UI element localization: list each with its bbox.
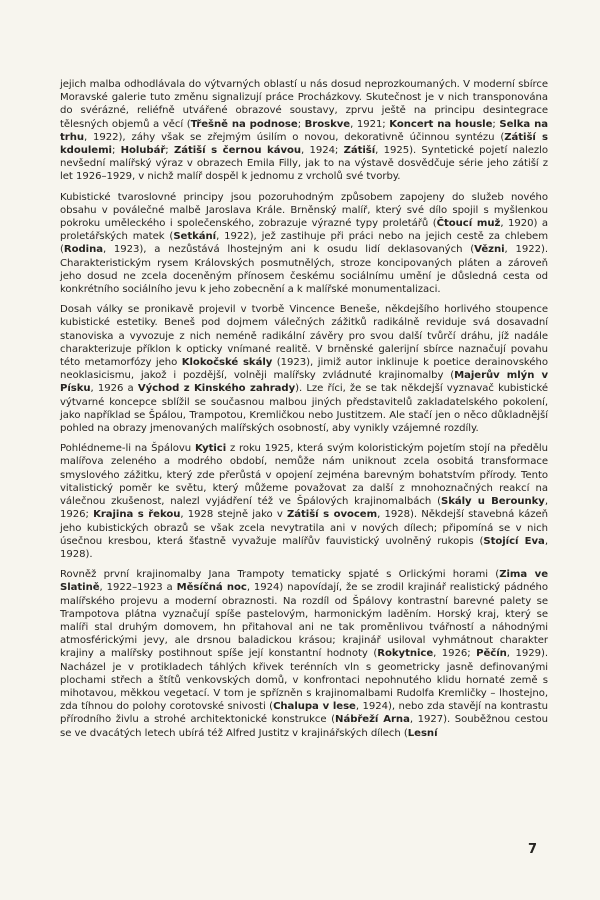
artwork-title: Zima ve Slatině [60, 569, 549, 594]
artwork-title: Krajina s řekou [93, 509, 181, 521]
text-run: , 1926; [60, 496, 548, 521]
text-run: , 1925). Syntetické pojetí nalezlo nevšední malířský výraz v obrazech Emila Filly, jak to na výstavě dosvědčuje série jeho zátiší z let 1926–1929, v nichž malíř dospěl k jednomu z vrcholů své tvorby. [60, 145, 549, 183]
artwork-title: Vězni [474, 244, 505, 256]
text-run: ; [297, 118, 305, 130]
text-column [60, 78, 548, 747]
text-run: , 1924), nebo zda stavějí na kontrastu přírodního živlu a strohé architektonické konstrukce ( [60, 701, 548, 726]
text-run: Kubistické tvaroslovné principy jsou pozoruhodným způsobem zapojeny do služeb nového obsahu v poválečné malbě Jaroslava Krále. Brněnský malíř, který své dílo spojil s myšlenkou pokroku uměleckého i společenského, zobrazuje výrazné typy proletářů ( [60, 191, 548, 230]
text-run: , 1922), jež zastihuje při práci nebo na jejich cestě za chlebem ( [60, 231, 548, 256]
text-run: , 1922), záhy však se zřejmým úsilím o novou, dekorativně účinnou syntézu ( [83, 131, 505, 143]
artwork-title: Zátiší s černou kávou [173, 145, 302, 157]
paragraph [60, 442, 548, 561]
artwork-title: Zátiší [343, 145, 376, 157]
paragraph [60, 568, 548, 740]
text-run: jejich malba odhodlávala do výtvarných oblastí u nás dosud neprozkoumaných. V moderní sbírce Moravské galerie tuto změnu signalizují práce Procházkovy. Skutečnost je v nich transponována do svérázné, reliéfně utvářené obrazové soustavy, zprvu ještě na principu desintegrace tělesných objemů a věcí ( [60, 79, 548, 130]
artwork-title: Zátiší s kdoulemi [60, 131, 548, 157]
artwork-title: Klokočské skály [181, 357, 273, 369]
artwork-title: Rodina [63, 244, 103, 256]
text-run: , 1924; [301, 145, 344, 157]
artwork-title: Koncert na housle [389, 118, 493, 130]
text-run: , 1929). Nacházel je v protikladech táhlých křivek terénních vln s geometricky jasně definovanými plochami střech a štítů venkovských domů, v konfrontaci nepohnutého klidu hornaté země s mihotavou, měkkou vegetací. V tom je spřízněn s krajinomalbami Rudolfa Kremličky – lhostejno, zda tíhnou do polohy corotovské snivosti ( [60, 648, 548, 713]
artwork-title: Kytici [194, 443, 227, 455]
text-run: , 1923), a nezůstává lhostejným ani k osudu lidí deklasovaných ( [102, 244, 475, 256]
artwork-title: Zátiší s ovocem [287, 509, 378, 521]
artwork-title: Holubář [120, 145, 166, 157]
page-number: 7 [528, 842, 538, 857]
text-run: , 1928). [60, 535, 548, 560]
artwork-title: Nábřeží Arna [335, 714, 410, 726]
text-run: , 1928). Někdejší stavebná kázeň jeho kubistických obrazů se však zcela nevytratila ani v nových dílech; připomíná se v nich úsečnou kresbou, která šťastně vyvažuje malířův fauvistický uvolněný rukopis ( [60, 509, 548, 547]
text-run: ). Lze říci, že se tak někdejší vyznavač kubistické výtvarné koncepce sblížil se současnou malbou jiných představitelů zakladatelského pokolení, jako například se Špálou, Trampotou, Kremličkou nebo Justitzem. Ale stačí jen o něco důkladnější pohled na obrazy jmenovaných malířských osobností, aby vynikly vzájemné rozdíly. [60, 383, 548, 435]
text-run: (1923), jimiž autor inklinuje k poetice derainovského neoklasicismu, jakož i pozdější, volněji malířsky zvládnuté krajinomalby ( [60, 357, 548, 382]
paragraph [60, 78, 548, 184]
artwork-title: Setkání [173, 231, 217, 243]
paragraph [60, 191, 548, 297]
text-run: , 1926 a [90, 383, 138, 395]
text-run: Rovněž první krajinomalby Jana Trampoty tematicky spjaté s Orlickými horami ( [60, 569, 500, 581]
artwork-title: Rokytnice [377, 648, 434, 660]
artwork-title: Třešně na podnose [190, 118, 298, 130]
text-run: Pohlédneme-li na Špálovu [60, 443, 195, 455]
text-run: ; [492, 118, 500, 130]
artwork-title: Majerův mlýn v Písku [60, 370, 549, 395]
text-run: , 1928 stejně jako v [180, 509, 287, 521]
artwork-title: Stojící Eva [483, 535, 545, 547]
artwork-title: Chalupa v lese [273, 701, 356, 713]
text-run: Dosah války se pronikavě projevil v tvorbě Vincence Beneše, někdejšího horlivého stoupence kubistické estetiky. Beneš pod dojmem válečných zážitků radikálně reviduje svá dosavadní stanoviska a vyvozuje z nich neméně radikální závěry pro svou další tvůrčí dráhu, jíž nadále charakterizuje příklon k opticky vnímané realitě. V brněnské galerijní sbírce naznačují povahu této metamorfózy jeho [60, 304, 548, 369]
text-run: ; [165, 145, 174, 157]
artwork-title: Měsíčná noc [176, 582, 247, 594]
text-run: , 1924) napovídají, že se zrodil krajinář realistický pádného malířského projevu a moderní obraznosti. Na rozdíl od Špálovy kontrastní barevné palety se Trampotova plátna vyznačují spíše pastelovým, harmonickým laděním. Horský kraj, který se malíři stal druhým domovem, hn přitahoval ani ne tak proměnlivou tvářností a náhodnými atmosférickými jevy, ale drsnou baladickou krásou; krajinář usiloval vyhmátnout charakter krajiny a malířsky postihnout spíše její konstantní hodnoty ( [60, 582, 548, 660]
text-run: ; [111, 145, 121, 157]
artwork-title: Skály u Berounky [440, 496, 545, 508]
text-run: , 1922). Charakteristickým rysem Královských posmutnělých, stroze koncipovaných pláten a zároveň jeho dosud ne zcela doceněným přínosem českému sociálnímu umění je důsledná cesta od konkrétního sociálního jevu k jeho zobecnění a k malířské monumentalizaci. [60, 244, 549, 296]
artwork-title: Selka na trhu [60, 118, 548, 143]
text-run: , 1927). Souběžnou cestou se ve dvacátých letech ubírá též Alfred Justitz v krajinářských dílech ( [60, 714, 548, 739]
paragraph [60, 303, 548, 435]
artwork-title: Lesní [407, 727, 438, 739]
artwork-title: Čtoucí muž [436, 218, 501, 230]
text-run: , 1922–1923 a [99, 582, 177, 594]
artwork-title: Broskve [304, 118, 351, 130]
text-run: , 1920) a proletářských matek ( [60, 218, 548, 243]
text-run: , 1921; [350, 118, 390, 130]
text-run: z roku 1925, která svým koloristickým pojetím stojí na předělu malířova zeleného a modrého období, nemůže nám uniknout zcela osobitá transformace smyslového zážitku, který zde přerůstá v opojení zejména barevným bohatstvím přírody. Tento vitalistický poměr ke světu, který můžeme považovat za další z mnohoznačných reakcí na válečnou zkušenost, nalezl vyjádření též ve Špálových krajinomalbách ( [60, 443, 548, 508]
artwork-title: Východ z Kinského zahrady [137, 383, 296, 395]
artwork-title: Pěčín [476, 648, 507, 660]
text-run: , 1926; [433, 648, 477, 660]
